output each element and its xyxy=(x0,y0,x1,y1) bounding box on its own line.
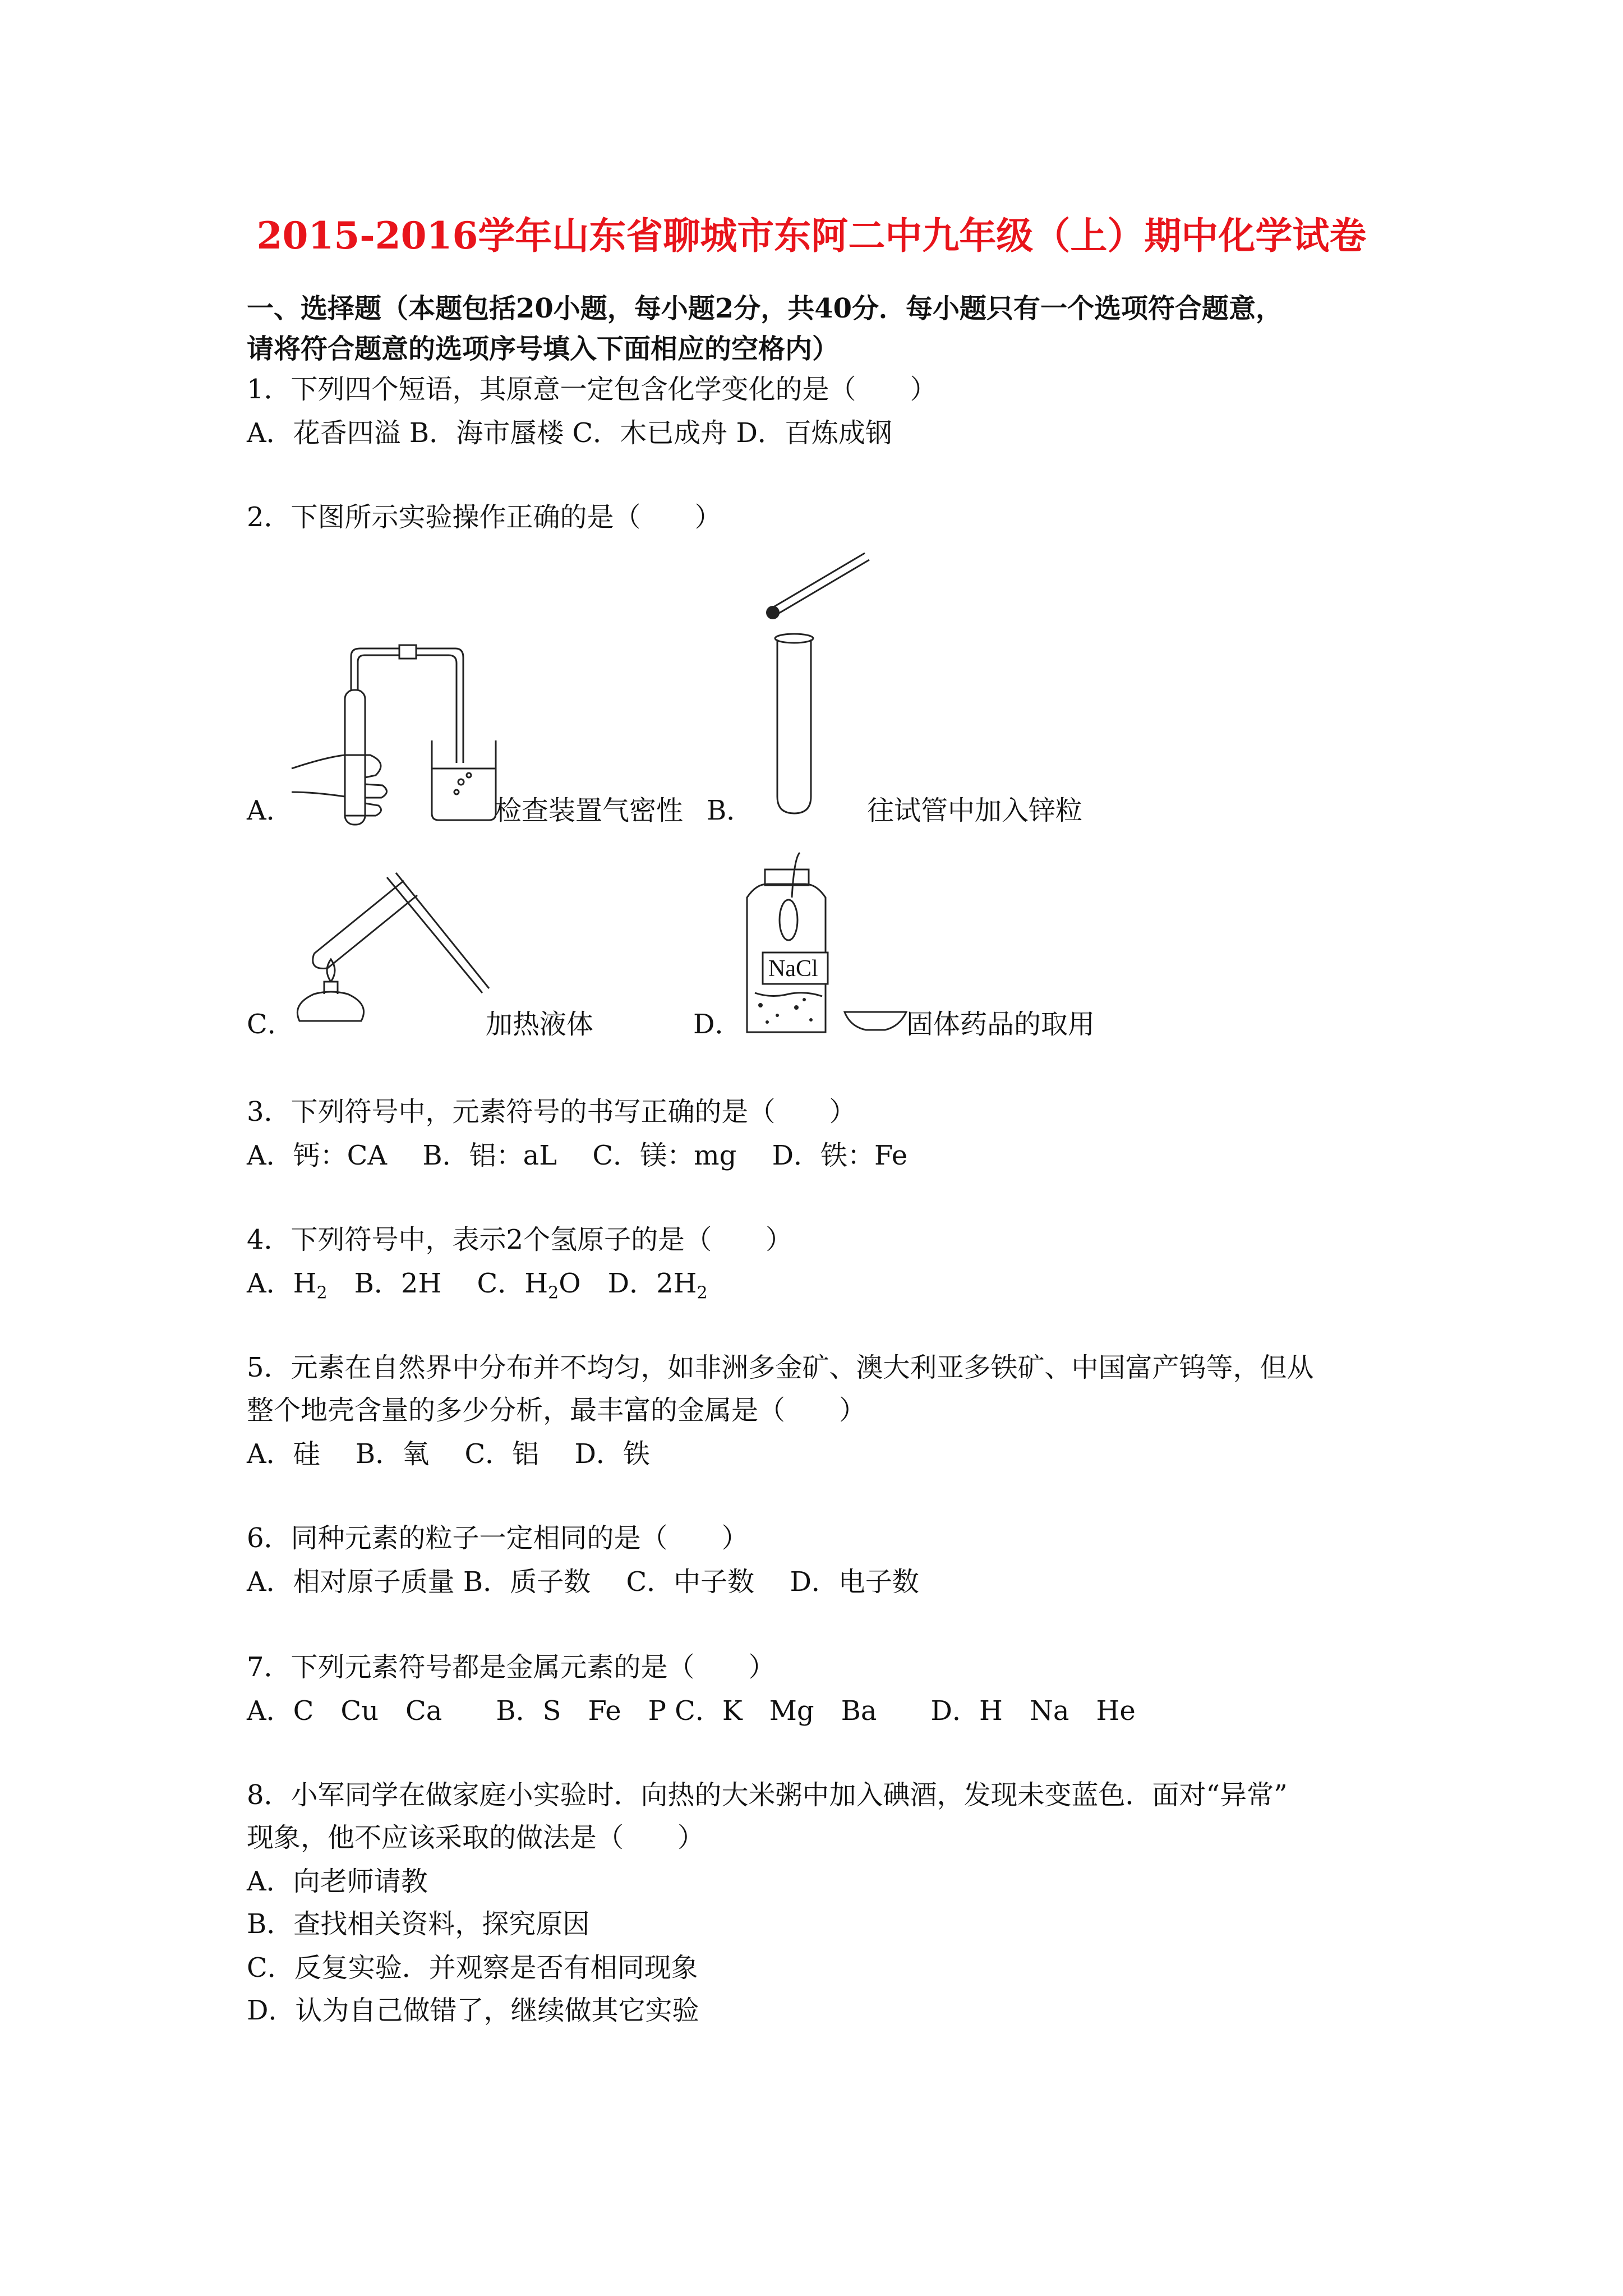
reagent-label: NaCl xyxy=(768,956,818,982)
question-3-options: A．钙：CA B．铝：aL C．镁：mg D．铁：Fe xyxy=(247,1140,908,1171)
question-8-option-a: A．向老师请教 xyxy=(247,1866,428,1897)
question-4-options: A．$H_2$ B．2H C．$H_2O$ D．$2H_2$ xyxy=(247,1268,708,1303)
question-8-option-c: C．反复实验．并观察是否有相同现象 xyxy=(247,1952,698,1984)
question-6-stem: 6．同种元素的粒子一定相同的是（ ） xyxy=(247,1522,749,1554)
question-8-line1: 8．小军同学在做家庭小实验时．向热的大米粥中加入碘酒，发现未变蓝色．面对“异常” xyxy=(247,1779,1288,1811)
figure-heating-liquid xyxy=(292,869,494,1038)
figure-a-caption: 检查装置气密性 xyxy=(495,795,684,826)
figure-a-letter: A． xyxy=(247,795,293,826)
question-4-stem: 4．下列符号中，表示2个氢原子的是（ ） xyxy=(247,1224,793,1255)
question-8-option-d: D．认为自己做错了，继续做其它实验 xyxy=(247,1995,699,2026)
figure-d-letter: D． xyxy=(693,1009,742,1040)
figure-b-caption: 往试管中加入锌粒 xyxy=(867,795,1083,826)
section-heading-line2: 请将符合题意的选项序号填入下面相应的空格内） xyxy=(247,333,840,365)
question-3-stem: 3．下列符号中，元素符号的书写正确的是（ ） xyxy=(247,1096,856,1128)
question-1-stem: 1．下列四个短语，其原意一定包含化学变化的是（ ） xyxy=(247,374,937,405)
figure-c-caption: 加热液体 xyxy=(486,1009,594,1040)
figure-airtightness-check xyxy=(292,645,505,830)
section-heading-line1: 一、选择题（本题包括20小题，每小题2分，共40分．每小题只有一个选项符合题意， xyxy=(247,293,1283,324)
figure-c-letter: C． xyxy=(247,1009,294,1040)
question-7-stem: 7．下列元素符号都是金属元素的是（ ） xyxy=(247,1651,776,1683)
page-title: 2015-2016学年山东省聊城市东阿二中九年级（上）期中化学试卷 xyxy=(256,214,1367,257)
figure-d-caption: 固体药品的取用 xyxy=(906,1009,1095,1040)
question-8-option-b: B．查找相关资料，探究原因 xyxy=(247,1908,590,1940)
question-6-options: A．相对原子质量 B．质子数 C．中子数 D．电子数 xyxy=(247,1566,919,1598)
figure-add-zinc xyxy=(749,550,873,819)
question-2-stem: 2．下图所示实验操作正确的是（ ） xyxy=(247,501,722,533)
figure-solid-reagent xyxy=(738,853,917,1038)
question-5-line2: 整个地壳含量的多少分析，最丰富的金属是（ ） xyxy=(247,1395,866,1426)
question-5-options: A．硅 B．氧 C．铝 D．铁 xyxy=(247,1438,650,1470)
figure-b-letter: B． xyxy=(707,795,754,826)
question-1-options: A．花香四溢 B．海市蜃楼 C．木已成舟 D．百炼成钢 xyxy=(247,417,892,449)
question-8-line2: 现象，他不应该采取的做法是（ ） xyxy=(247,1822,705,1853)
question-7-options: A．C Cu Ca B．S Fe P C．K Mg Ba D．H Na He xyxy=(247,1695,1136,1727)
question-5-line1: 5．元素在自然界中分布并不均匀，如非洲多金矿、澳大利亚多铁矿、中国富产钨等，但从 xyxy=(247,1352,1314,1383)
